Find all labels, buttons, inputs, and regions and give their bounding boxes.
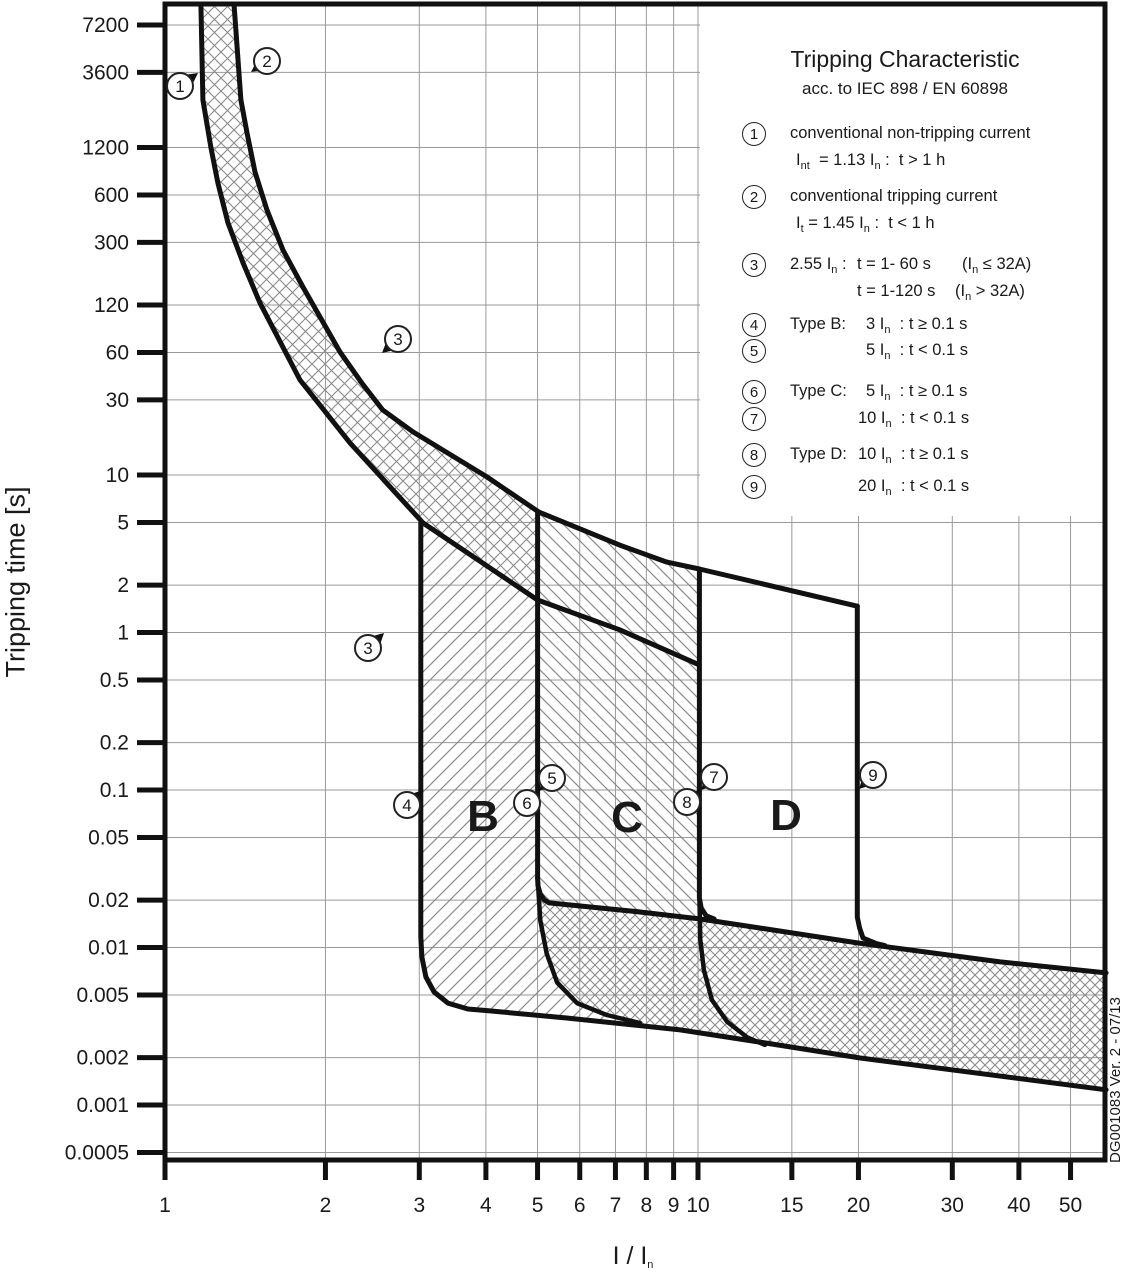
text-part: ≤ 32A) [978,255,1032,273]
text-part: I / I [612,1242,648,1270]
text-part: (I [962,255,973,273]
x-tick-label: 9 [667,1194,680,1217]
text-part: = 1.45 I [803,214,864,232]
y-tick-label: 0.002 [76,1046,129,1070]
y-tick-label: 0.01 [88,936,129,960]
text-part: 5 I [866,341,885,359]
legend-item-number: 8 [742,443,766,467]
text-part: : t ≥ 0.1 s [890,315,968,333]
zone-label-C: C [611,793,643,842]
callout-number: 3 [393,330,403,349]
text-part: : t > 1 h [880,151,946,169]
text-part: : t ≥ 0.1 s [890,382,968,400]
y-tick-label: 5 [117,511,129,535]
text-part: Type C: [790,382,847,400]
legend-item-number: 6 [742,380,766,404]
x-tick-label: 15 [780,1194,804,1217]
subscript: n [885,486,892,498]
callout-number: 7 [709,768,719,787]
subscript: t [800,223,804,235]
callout-number: 6 [522,794,532,813]
text-part: : t ≥ 0.1 s [891,445,969,463]
y-tick-label: 1 [117,621,129,645]
text-part: : [837,255,847,273]
zone-label-D: D [770,791,802,840]
callout-number: 5 [547,769,557,788]
x-tick-label: 3 [413,1194,426,1217]
subscript: n [885,418,892,430]
y-tick-label: 0.0005 [64,1141,129,1165]
text-part: 10 I [858,445,886,463]
x-tick-label: 1 [159,1194,171,1217]
legend-item-number: 2 [742,185,766,209]
y-tick-label: 1200 [82,136,129,160]
text-part: t = 1-120 s [857,282,936,300]
region-thermal-band [201,4,539,600]
legend-background-mask [700,6,1104,516]
region-type-c-region [538,512,715,919]
x-tick-label: 5 [531,1194,544,1217]
legend-item-number: 3 [742,253,766,277]
x-tick-label: 8 [640,1194,653,1217]
y-tick-label: 0.005 [76,983,129,1007]
text-part: : t < 0.1 s [891,477,970,495]
y-tick-label: 300 [93,231,129,255]
text-part: t = 1- 60 s [857,255,931,273]
y-tick-label: 3600 [82,61,129,85]
text-part: 20 I [858,477,886,495]
text-part: I [796,214,801,232]
text-part: I [796,151,801,169]
watermark-text: DG001083 Ver. 2 - 07/13 [1107,997,1124,1163]
callout-number: 8 [682,793,692,812]
legend-item-number: 5 [742,339,766,363]
text-part: 10 I [858,409,886,427]
x-tick-label: 40 [1007,1194,1031,1217]
subscript: n [647,1259,654,1271]
text-part: 3 I [866,315,885,333]
x-tick-label: 4 [480,1194,492,1217]
text-part: 2.55 I [790,255,832,273]
y-tick-label: 0.1 [99,779,129,803]
text-part: Type B: [790,315,846,333]
x-tick-label: 50 [1058,1194,1083,1217]
legend-item-number: 4 [742,313,766,337]
subscript: n [884,350,891,362]
y-tick-label: 0.02 [88,889,129,913]
callout-number: 4 [402,796,412,815]
subscript: n [863,223,870,235]
callout-number: 9 [868,766,878,785]
text-part: (I [955,282,966,300]
text-part: > 32A) [971,282,1025,300]
y-tick-label: 120 [93,294,129,318]
subscript: nt [800,160,810,172]
subscript: n [874,160,881,172]
legend-subtitle: acc. to IEC 898 / EN 60898 [801,79,1008,98]
y-tick-label: 2 [117,574,129,598]
text-part: : t < 0.1 s [890,341,968,359]
y-tick-label: 60 [105,341,129,365]
y-tick-label: 0.2 [99,731,129,755]
callout-number: 1 [175,77,185,96]
callout-number: 2 [262,52,272,71]
legend-item-number: 9 [742,475,766,499]
x-tick-label: 10 [686,1194,710,1217]
subscript: n [965,291,972,303]
text-part: : t < 1 h [869,214,935,232]
legend-item-number: 1 [742,122,766,146]
x-tick-label: 6 [573,1194,586,1217]
subscript: n [972,264,979,276]
y-tick-label: 0.001 [76,1094,129,1118]
y-tick-label: 0.5 [99,668,129,692]
curve-type-d-10In-boundary [699,569,714,919]
legend-mask [700,6,1104,516]
subscript: n [831,264,838,276]
y-tick-label: 10 [105,464,129,488]
text-part: conventional tripping current [790,187,998,205]
subscript: n [884,391,891,403]
y-tick-label: 0.05 [88,826,129,850]
subscript: n [884,324,891,336]
legend-item-number: 7 [742,407,766,431]
y-tick-label: 7200 [82,14,129,37]
x-axis-title [613,1242,654,1271]
x-tick-label: 7 [609,1194,622,1217]
legend-title: Tripping Characteristic [790,46,1020,72]
x-tick-label: 30 [940,1194,964,1217]
text-part: : t < 0.1 s [891,409,970,427]
callout-number: 3 [363,639,373,658]
text-part: Type D: [790,445,847,463]
text-part: conventional non-tripping current [790,124,1031,142]
y-axis-title: Tripping time [s] [0,486,31,678]
y-tick-label: 600 [93,183,129,207]
text-part: = 1.13 I [809,151,875,169]
x-tick-label: 2 [319,1194,332,1217]
zone-label-B: B [467,792,499,841]
x-tick-label: 20 [846,1194,871,1217]
text-part: 5 I [866,382,885,400]
y-tick-label: 30 [105,388,129,412]
subscript: n [885,454,892,466]
